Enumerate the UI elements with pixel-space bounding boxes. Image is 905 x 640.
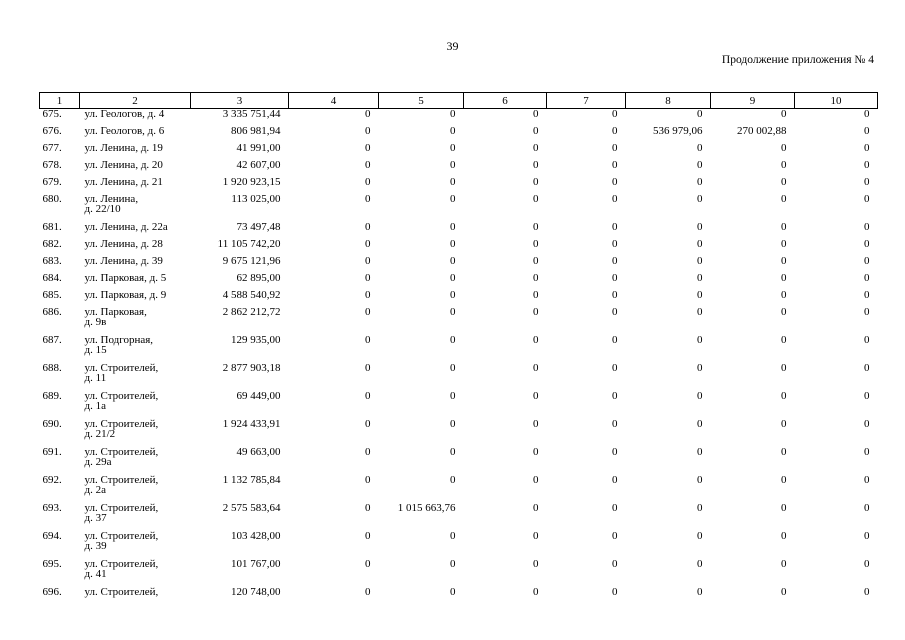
value-cell-col-7: 0 (612, 501, 618, 514)
page-number: 39 (446, 39, 459, 53)
value-cell-col-4: 0 (365, 473, 371, 486)
value-cell-col-4: 0 (365, 305, 371, 318)
value-cell-col-8: 536 979,06 (653, 124, 703, 137)
value-cell-col-5: 0 (450, 192, 456, 205)
value-cell-col-3: 41 991,00 (236, 141, 281, 154)
value-cell-col-6: 0 (533, 192, 539, 205)
table-row (40, 256, 878, 273)
value-cell-col-3: 113 025,00 (231, 192, 281, 205)
address-cell: ул. Строителей, д. 37 (84, 501, 159, 524)
table-row (40, 363, 878, 391)
row-number: 687. (42, 333, 62, 346)
value-cell-col-6: 0 (533, 473, 539, 486)
table-header-row (40, 93, 878, 109)
column-header-8: 8 (626, 93, 711, 109)
value-cell-col-4: 0 (365, 254, 371, 267)
value-cell-col-7: 0 (612, 158, 618, 171)
row-number: 694. (42, 529, 62, 542)
value-cell-col-10: 0 (864, 361, 870, 374)
value-cell-col-9: 0 (781, 237, 787, 250)
value-cell-col-5: 0 (450, 361, 456, 374)
table-row (40, 559, 878, 587)
value-cell-col-7: 0 (612, 557, 618, 570)
value-cell-col-4: 0 (365, 288, 371, 301)
value-cell-col-10: 0 (864, 141, 870, 154)
value-cell-col-10: 0 (864, 445, 870, 458)
value-cell-col-5: 0 (450, 124, 456, 137)
value-cell-col-7: 0 (612, 417, 618, 430)
value-cell-col-8: 0 (697, 557, 703, 570)
value-cell-col-6: 0 (533, 361, 539, 374)
value-cell-col-6: 0 (533, 445, 539, 458)
value-cell-col-4: 0 (365, 271, 371, 284)
value-cell-col-5: 0 (450, 305, 456, 318)
value-cell-col-10: 0 (864, 108, 870, 120)
value-cell-col-10: 0 (864, 473, 870, 486)
value-cell-col-9: 0 (781, 529, 787, 542)
value-cell-col-5: 0 (450, 417, 456, 430)
value-cell-col-5: 0 (450, 220, 456, 233)
column-header-7: 7 (547, 93, 626, 109)
value-cell-col-8: 0 (697, 473, 703, 486)
value-cell-col-6: 0 (533, 158, 539, 171)
value-cell-col-8: 0 (697, 445, 703, 458)
table-row (40, 335, 878, 363)
value-cell-col-3: 129 935,00 (231, 333, 281, 346)
value-cell-col-7: 0 (612, 124, 618, 137)
value-cell-col-5: 0 (450, 333, 456, 346)
value-cell-col-9: 0 (781, 333, 787, 346)
value-cell-col-6: 0 (533, 254, 539, 267)
value-cell-col-10: 0 (864, 501, 870, 514)
value-cell-col-9: 0 (781, 417, 787, 430)
row-number: 692. (42, 473, 62, 486)
address-cell: ул. Строителей, д. 39 (84, 529, 159, 552)
value-cell-col-7: 0 (612, 333, 618, 346)
value-cell-col-8: 0 (697, 175, 703, 188)
address-cell: ул. Парковая, д. 5 (84, 271, 167, 284)
column-header-2: 2 (80, 93, 191, 109)
value-cell-col-8: 0 (697, 417, 703, 430)
value-cell-col-3: 42 607,00 (236, 158, 281, 171)
table-row (40, 109, 878, 126)
value-cell-col-9: 0 (781, 445, 787, 458)
value-cell-col-9: 0 (781, 557, 787, 570)
value-cell-col-8: 0 (697, 254, 703, 267)
row-number: 683. (42, 254, 62, 267)
address-cell: ул. Парковая, д. 9в (84, 305, 147, 328)
value-cell-col-9: 0 (781, 389, 787, 402)
address-cell: ул. Строителей, д. 29а (84, 445, 159, 468)
address-cell: ул. Парковая, д. 9 (84, 288, 167, 301)
table-row (40, 239, 878, 256)
column-header-3: 3 (191, 93, 289, 109)
value-cell-col-9: 0 (781, 108, 787, 120)
value-cell-col-3: 120 748,00 (231, 585, 281, 598)
row-number: 680. (42, 192, 62, 205)
value-cell-col-7: 0 (612, 175, 618, 188)
row-number: 675. (42, 108, 62, 120)
value-cell-col-4: 0 (365, 158, 371, 171)
row-number: 691. (42, 445, 62, 458)
value-cell-col-9: 0 (781, 473, 787, 486)
value-cell-col-4: 0 (365, 237, 371, 250)
value-cell-col-6: 0 (533, 501, 539, 514)
value-cell-col-3: 1 924 433,91 (222, 417, 281, 430)
value-cell-col-4: 0 (365, 417, 371, 430)
value-cell-col-10: 0 (864, 271, 870, 284)
value-cell-col-5: 0 (450, 585, 456, 598)
row-number: 676. (42, 124, 62, 137)
value-cell-col-6: 0 (533, 220, 539, 233)
value-cell-col-3: 1 132 785,84 (222, 473, 281, 486)
table-row (40, 194, 878, 222)
row-number: 679. (42, 175, 62, 188)
value-cell-col-8: 0 (697, 529, 703, 542)
value-cell-col-7: 0 (612, 220, 618, 233)
column-header-10: 10 (795, 93, 878, 109)
value-cell-col-10: 0 (864, 585, 870, 598)
value-cell-col-6: 0 (533, 237, 539, 250)
value-cell-col-7: 0 (612, 271, 618, 284)
value-cell-col-5: 0 (450, 175, 456, 188)
row-number: 696. (42, 585, 62, 598)
value-cell-col-5: 0 (450, 108, 456, 120)
value-cell-col-3: 49 663,00 (236, 445, 281, 458)
table-row (40, 475, 878, 503)
value-cell-col-9: 0 (781, 585, 787, 598)
value-cell-col-8: 0 (697, 108, 703, 120)
address-cell: ул. Подгорная, д. 15 (84, 333, 154, 356)
value-cell-col-8: 0 (697, 333, 703, 346)
table-row (40, 177, 878, 194)
value-cell-col-10: 0 (864, 124, 870, 137)
value-cell-col-4: 0 (365, 124, 371, 137)
value-cell-col-10: 0 (864, 237, 870, 250)
row-number: 677. (42, 141, 62, 154)
column-header-9: 9 (711, 93, 795, 109)
value-cell-col-5: 0 (450, 271, 456, 284)
value-cell-col-3: 4 588 540,92 (222, 288, 281, 301)
value-cell-col-10: 0 (864, 175, 870, 188)
address-cell: ул. Строителей, д. 11 (84, 361, 159, 384)
value-cell-col-6: 0 (533, 333, 539, 346)
address-cell: ул. Ленина, д. 39 (84, 254, 163, 267)
value-cell-col-7: 0 (612, 192, 618, 205)
address-cell: ул. Ленина, д. 21 (84, 175, 163, 188)
value-cell-col-9: 0 (781, 305, 787, 318)
value-cell-col-3: 101 767,00 (231, 557, 281, 570)
value-cell-col-7: 0 (612, 473, 618, 486)
value-cell-col-7: 0 (612, 305, 618, 318)
value-cell-col-9: 0 (781, 288, 787, 301)
table-row (40, 160, 878, 177)
value-cell-col-5: 0 (450, 141, 456, 154)
value-cell-col-4: 0 (365, 192, 371, 205)
value-cell-col-7: 0 (612, 237, 618, 250)
row-number: 686. (42, 305, 62, 318)
address-cell: ул. Геологов, д. 6 (84, 124, 165, 137)
table-row (40, 503, 878, 531)
value-cell-col-7: 0 (612, 288, 618, 301)
value-cell-col-3: 2 862 212,72 (222, 305, 281, 318)
value-cell-col-7: 0 (612, 361, 618, 374)
table-row (40, 391, 878, 419)
value-cell-col-10: 0 (864, 333, 870, 346)
address-cell: ул. Строителей, д. 2а (84, 473, 159, 496)
value-cell-col-8: 0 (697, 288, 703, 301)
address-cell: ул. Ленина, д. 22/10 (84, 192, 139, 215)
value-cell-col-5: 0 (450, 473, 456, 486)
table-body (40, 109, 878, 604)
value-cell-col-5: 1 015 663,76 (397, 501, 456, 514)
row-number: 693. (42, 501, 62, 514)
value-cell-col-10: 0 (864, 220, 870, 233)
value-cell-col-8: 0 (697, 389, 703, 402)
value-cell-col-7: 0 (612, 529, 618, 542)
value-cell-col-3: 2 877 903,18 (222, 361, 281, 374)
table-row (40, 587, 878, 604)
value-cell-col-8: 0 (697, 220, 703, 233)
value-cell-col-6: 0 (533, 417, 539, 430)
table-row (40, 419, 878, 447)
value-cell-col-9: 0 (781, 254, 787, 267)
value-cell-col-4: 0 (365, 108, 371, 120)
value-cell-col-9: 0 (781, 501, 787, 514)
data-table (39, 92, 878, 604)
table-row (40, 222, 878, 239)
value-cell-col-6: 0 (533, 141, 539, 154)
value-cell-col-7: 0 (612, 389, 618, 402)
value-cell-col-10: 0 (864, 192, 870, 205)
value-cell-col-3: 2 575 583,64 (222, 501, 281, 514)
value-cell-col-5: 0 (450, 237, 456, 250)
value-cell-col-10: 0 (864, 305, 870, 318)
row-number: 688. (42, 361, 62, 374)
row-number: 690. (42, 417, 62, 430)
value-cell-col-10: 0 (864, 417, 870, 430)
value-cell-col-6: 0 (533, 305, 539, 318)
value-cell-col-9: 270 002,88 (737, 124, 787, 137)
value-cell-col-9: 0 (781, 361, 787, 374)
address-cell: ул. Геологов, д. 4 (84, 108, 165, 120)
table-row (40, 531, 878, 559)
value-cell-col-3: 806 981,94 (231, 124, 281, 137)
value-cell-col-5: 0 (450, 445, 456, 458)
value-cell-col-7: 0 (612, 108, 618, 120)
value-cell-col-3: 62 895,00 (236, 271, 281, 284)
table-row (40, 290, 878, 307)
address-cell: ул. Строителей, д. 21/2 (84, 417, 159, 440)
value-cell-col-4: 0 (365, 501, 371, 514)
value-cell-col-10: 0 (864, 529, 870, 542)
table-row (40, 143, 878, 160)
value-cell-col-9: 0 (781, 271, 787, 284)
value-cell-col-7: 0 (612, 141, 618, 154)
value-cell-col-5: 0 (450, 158, 456, 171)
value-cell-col-7: 0 (612, 445, 618, 458)
value-cell-col-3: 3 335 751,44 (222, 108, 281, 120)
appendix-note: Продолжение приложения № 4 (721, 54, 874, 66)
column-header-1: 1 (40, 93, 80, 109)
value-cell-col-10: 0 (864, 254, 870, 267)
value-cell-col-6: 0 (533, 529, 539, 542)
value-cell-col-5: 0 (450, 529, 456, 542)
table-row (40, 273, 878, 290)
address-cell: ул. Строителей, (84, 585, 159, 598)
value-cell-col-4: 0 (365, 141, 371, 154)
value-cell-col-7: 0 (612, 585, 618, 598)
value-cell-col-3: 11 105 742,20 (217, 237, 281, 250)
value-cell-col-10: 0 (864, 389, 870, 402)
row-number: 678. (42, 158, 62, 171)
value-cell-col-4: 0 (365, 175, 371, 188)
address-cell: ул. Ленина, д. 19 (84, 141, 163, 154)
value-cell-col-10: 0 (864, 288, 870, 301)
value-cell-col-8: 0 (697, 158, 703, 171)
value-cell-col-8: 0 (697, 305, 703, 318)
value-cell-col-5: 0 (450, 557, 456, 570)
address-cell: ул. Строителей, д. 41 (84, 557, 159, 580)
value-cell-col-5: 0 (450, 288, 456, 301)
value-cell-col-3: 1 920 923,15 (222, 175, 281, 188)
value-cell-col-9: 0 (781, 220, 787, 233)
value-cell-col-6: 0 (533, 271, 539, 284)
value-cell-col-6: 0 (533, 557, 539, 570)
value-cell-col-9: 0 (781, 192, 787, 205)
value-cell-col-4: 0 (365, 389, 371, 402)
value-cell-col-4: 0 (365, 220, 371, 233)
value-cell-col-9: 0 (781, 158, 787, 171)
value-cell-col-3: 103 428,00 (231, 529, 281, 542)
value-cell-col-8: 0 (697, 271, 703, 284)
row-number: 689. (42, 389, 62, 402)
value-cell-col-4: 0 (365, 333, 371, 346)
value-cell-col-8: 0 (697, 192, 703, 205)
column-header-5: 5 (379, 93, 464, 109)
value-cell-col-3: 9 675 121,96 (222, 254, 281, 267)
address-cell: ул. Ленина, д. 22а (84, 220, 168, 233)
value-cell-col-6: 0 (533, 175, 539, 188)
column-header-4: 4 (289, 93, 379, 109)
row-number: 695. (42, 557, 62, 570)
value-cell-col-8: 0 (697, 501, 703, 514)
value-cell-col-8: 0 (697, 585, 703, 598)
value-cell-col-10: 0 (864, 158, 870, 171)
row-number: 685. (42, 288, 62, 301)
value-cell-col-4: 0 (365, 585, 371, 598)
row-number: 684. (42, 271, 62, 284)
value-cell-col-3: 69 449,00 (236, 389, 281, 402)
table-row (40, 307, 878, 335)
value-cell-col-6: 0 (533, 124, 539, 137)
value-cell-col-9: 0 (781, 175, 787, 188)
address-cell: ул. Ленина, д. 28 (84, 237, 163, 250)
value-cell-col-9: 0 (781, 141, 787, 154)
column-header-6: 6 (464, 93, 547, 109)
value-cell-col-6: 0 (533, 288, 539, 301)
value-cell-col-6: 0 (533, 585, 539, 598)
value-cell-col-5: 0 (450, 254, 456, 267)
value-cell-col-6: 0 (533, 389, 539, 402)
value-cell-col-6: 0 (533, 108, 539, 120)
table-row (40, 447, 878, 475)
table-row (40, 126, 878, 143)
value-cell-col-8: 0 (697, 361, 703, 374)
row-number: 682. (42, 237, 62, 250)
value-cell-col-4: 0 (365, 529, 371, 542)
address-cell: ул. Ленина, д. 20 (84, 158, 163, 171)
value-cell-col-5: 0 (450, 389, 456, 402)
value-cell-col-4: 0 (365, 445, 371, 458)
value-cell-col-3: 73 497,48 (236, 220, 281, 233)
value-cell-col-10: 0 (864, 557, 870, 570)
row-number: 681. (42, 220, 62, 233)
value-cell-col-8: 0 (697, 141, 703, 154)
value-cell-col-8: 0 (697, 237, 703, 250)
address-cell: ул. Строителей, д. 1а (84, 389, 159, 412)
value-cell-col-7: 0 (612, 254, 618, 267)
value-cell-col-4: 0 (365, 557, 371, 570)
value-cell-col-4: 0 (365, 361, 371, 374)
